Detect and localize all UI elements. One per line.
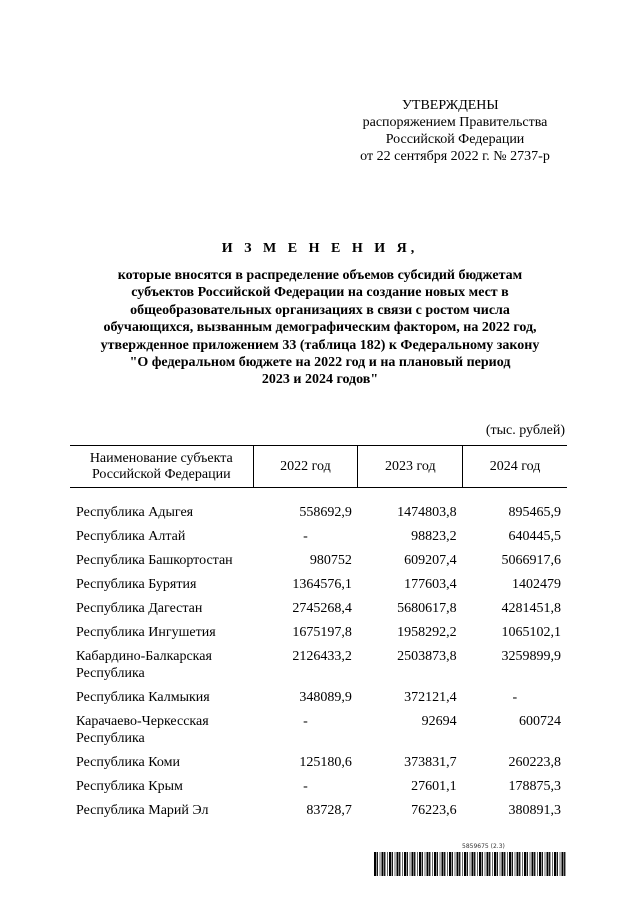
units-label: (тыс. рублей) [485,423,565,438]
cell-2022: 83728,7 [306,803,352,818]
cell-2024: 4281451,8 [501,601,561,616]
barcode-number: 5859675 (2.3) [462,843,505,850]
barcode-bar [407,852,408,876]
cell-2024: 178875,3 [508,779,561,794]
barcode-bar [422,852,423,876]
barcode-bar [554,852,556,876]
barcode-bar [552,852,553,876]
cell-2024: 3259899,9 [501,649,561,664]
cell-2022: - [303,779,308,794]
barcode-bar [464,852,466,876]
barcode-bar [384,852,385,876]
table-row [70,524,567,548]
barcode-bar [380,852,381,876]
barcode-bar [437,852,438,876]
barcode-bar [497,852,498,876]
cell-2024: 260223,8 [508,755,561,770]
cell-2023: 609207,4 [404,553,457,568]
subsidy-table [70,445,567,822]
header-2024: 2024 год [463,446,567,488]
cell-2023: 27601,1 [411,779,457,794]
region-name-line-1: Республика Алтай [76,529,186,544]
region-name-line-1: Республика Калмыкия [76,690,210,705]
cell-2022: 2745268,4 [292,601,352,616]
barcode-bar [399,852,400,876]
barcode-bar [395,852,396,876]
cell-2023: 373831,7 [404,755,457,770]
cell-2022: - [303,529,308,544]
table-row [70,774,567,798]
barcode-bar [549,852,550,876]
cell-2024: 1402479 [512,577,561,592]
cell-2024: 600724 [519,714,561,729]
header-region [70,446,253,488]
cell-2023: 98823,2 [411,529,457,544]
cell-2023: 5680617,8 [397,601,457,616]
barcode-bar [485,852,486,876]
barcode-bar [517,852,519,876]
barcode-bar [547,852,549,876]
cell-2023: 177603,4 [404,577,457,592]
barcode-bar [412,852,414,876]
barcode-bar [539,852,541,876]
barcode-bar [419,852,421,876]
barcode-bar [382,852,384,876]
cell-2022: 1675197,8 [292,625,352,640]
cell-2023: 1474803,8 [397,505,457,520]
cell-region [70,524,253,548]
cell-region [70,500,253,524]
subtitle-line: которые вносятся в распределение объемов субсидий бюджетам [117,268,523,283]
cell-region [70,750,253,774]
approval-line-2: Российской Федерации [385,132,525,147]
cell-2023: 92694 [421,714,457,729]
barcode-bar [512,852,513,876]
barcode-bar [442,852,444,876]
barcode-bar [492,852,493,876]
cell-2022: 558692,9 [299,505,352,520]
cell-region [70,774,253,798]
table-row [70,620,567,644]
region-name-line-1: Республика Марий Эл [76,803,209,818]
table-header-row [70,446,567,488]
barcode-bar [522,852,523,876]
barcode-bar [467,852,468,876]
region-name-line-1: Республика Адыгея [76,505,194,520]
barcode-bar [504,852,505,876]
region-name-line-1: Республика Крым [76,779,183,794]
table-row [70,798,567,822]
barcode-bar [440,852,441,876]
barcode-image [374,852,567,876]
cell-region [70,709,253,750]
barcode-bar [545,852,546,876]
document-title: И З М Е Н Е Н И Я, [221,241,419,256]
barcode-bar [542,852,543,876]
approval-block [340,97,570,165]
region-name-line-1: Республика Коми [76,755,180,770]
cell-region [70,548,253,572]
subtitle-line: 2023 и 2024 годов" [261,372,379,388]
cell-2022: 2126433,2 [292,649,352,664]
header-region-line-2: Российской Федерации [91,466,231,482]
cell-2022: 980752 [309,553,352,568]
region-name-line-1: Республика Башкортостан [76,553,233,568]
region-name-line-1: Кабардино-Балкарская [76,649,212,664]
subtitle-line: "О федеральном бюджете на 2022 год и на плановый период [129,355,511,371]
barcode-bar [414,852,415,876]
barcode-bar [470,852,471,876]
cell-2024: 895465,9 [508,505,561,520]
approval-title: УТВЕРЖДЕНЫ [402,98,499,113]
barcode-bar [527,852,528,876]
table-row [70,596,567,620]
region-name-line-2: Республика [76,731,145,746]
barcode-bar [447,852,448,876]
document-subtitle [60,267,580,389]
region-name-line-1: Карачаево-Черкесская [76,714,209,729]
header-2022: 2022 год [253,446,358,488]
barcode-bar [429,852,430,876]
cell-2022: 1364576,1 [292,577,352,592]
region-name-line-1: Республика Ингушетия [76,625,216,640]
table-row [70,548,567,572]
barcode-bar [530,852,531,876]
barcode-bar [397,852,399,876]
barcode-bar [537,852,538,876]
barcode-bar [462,852,463,876]
barcode-bar [457,852,459,876]
barcode-bar [377,852,378,876]
table-row [70,750,567,774]
subtitle-line: утвержденное приложением 33 (таблица 182) к Федеральному закону [100,337,540,353]
barcode-bar [502,852,504,876]
barcode-bar [494,852,496,876]
barcode-bar [519,852,520,876]
cell-region [70,644,253,685]
barcode-bar [500,852,501,876]
barcode-bar [434,852,436,876]
barcode-bar [509,852,511,876]
subtitle-line: обучающихся, вызванным демографическим фактором, на 2022 год, [103,320,537,336]
barcode-bar [425,852,426,876]
barcode-bar [489,852,490,876]
cell-2024: 380891,3 [508,803,561,818]
barcode-bar [479,852,481,876]
barcode-bar [387,852,388,876]
barcode-bar [474,852,475,876]
barcode-bar [449,852,451,876]
table-body [70,488,567,823]
table-row [70,644,567,685]
approval-line-3: от 22 сентября 2022 г. № 2737-р [360,149,550,164]
barcode-bar [402,852,403,876]
barcode-bar [557,852,558,876]
approval-line-1: распоряжением Правительства [362,115,548,130]
table-row [70,685,567,709]
cell-2022: 125180,6 [299,755,352,770]
cell-2023: 2503873,8 [397,649,457,664]
barcode-bar [404,852,406,876]
barcode-bar [459,852,460,876]
header-region-line-1: Наименование субъекта [89,450,233,466]
subtitle-line: субъектов Российской Федерации на создание новых мест в [131,285,509,301]
region-name-line-1: Республика Дагестан [76,601,203,616]
barcode-bar [534,852,535,876]
cell-2024: 1065102,1 [501,625,561,640]
barcode-bar [532,852,534,876]
cell-region [70,620,253,644]
table-spacer [70,488,567,501]
barcode-bar [472,852,474,876]
table-row [70,572,567,596]
barcode-bar [444,852,445,876]
subtitle-line: общеобразовательных организациях в связи с ростом числа [130,302,510,318]
region-name-line-2: Республика [76,666,145,681]
barcode-bar [427,852,429,876]
barcode-bar [487,852,489,876]
cell-region [70,798,253,822]
barcode-bar [524,852,526,876]
cell-2024: 640445,5 [508,529,561,544]
cell-region [70,685,253,709]
region-name-line-1: Республика Бурятия [76,577,197,592]
table-row [70,500,567,524]
barcode-bar [515,852,516,876]
barcode-bar [482,852,483,876]
barcode-bar [455,852,456,876]
cell-2024: 5066917,6 [501,553,561,568]
barcode-bar [392,852,393,876]
barcode-bar [432,852,433,876]
cell-region [70,596,253,620]
cell-2022: 348089,9 [299,690,352,705]
barcode-bar [564,852,565,876]
barcode-bar [410,852,411,876]
barcode-bar [389,852,391,876]
header-2023: 2023 год [358,446,463,488]
barcode-bar [452,852,453,876]
cell-2024: - [512,690,518,705]
barcode-bar [507,852,508,876]
cell-2023: 1958292,2 [397,625,457,640]
cell-region [70,572,253,596]
barcode-bar [417,852,418,876]
barcode-bar [374,852,376,876]
barcode-bar [477,852,478,876]
cell-2022: - [303,714,308,729]
cell-2023: 76223,6 [411,803,457,818]
barcode-bar [562,852,564,876]
table-row [70,709,567,750]
cell-2023: 372121,4 [404,690,457,705]
barcode-bar [560,852,561,876]
